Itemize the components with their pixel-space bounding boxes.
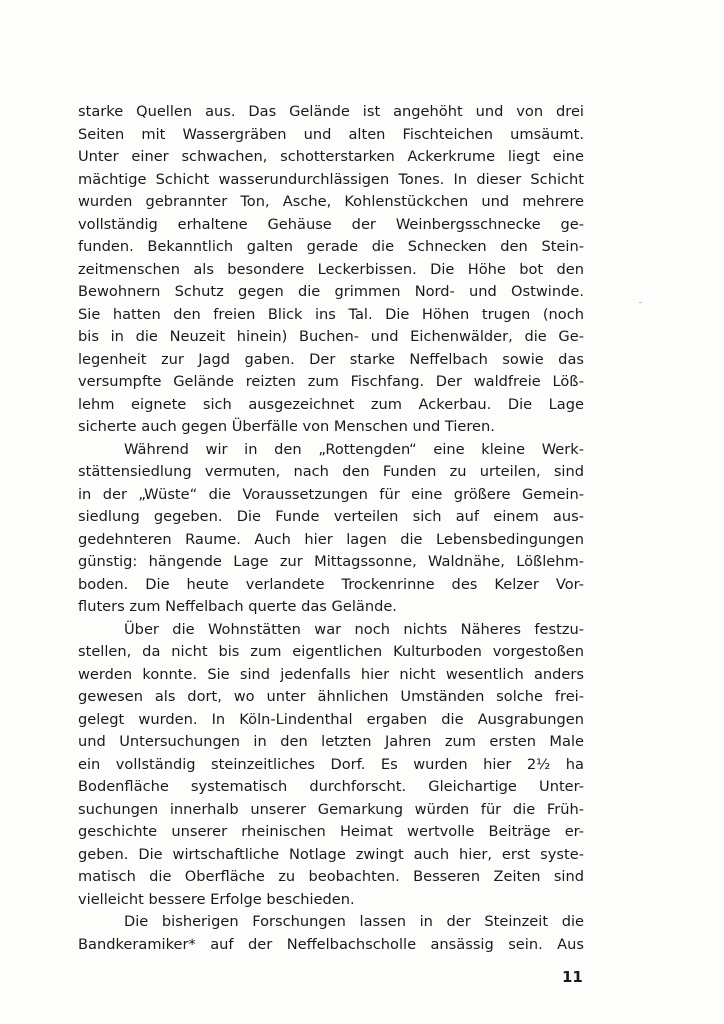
text-line: siedlung gegeben. Die Funde verteilen sich auf einem aus- xyxy=(78,508,584,525)
text-line: werden konnte. Sie sind jedenfalls hier nicht wesentlich anders xyxy=(78,665,584,683)
text-line: Sie hatten den freien Blick ins Tal. Die Höhen trugen (noch xyxy=(78,305,584,323)
text-line: Während wir in den „Rottengden“ eine kleine Werk- xyxy=(124,440,584,458)
text-line: zeitmenschen als besondere Leckerbissen. Die Höhe bot den xyxy=(78,260,584,278)
text-line: versumpfte Gelände reizten zum Fischfang. Der waldfreie Löß- xyxy=(78,373,584,390)
text-line: Bandkeramiker* auf der Neffelbachscholle ansässig sein. Aus xyxy=(78,935,584,953)
text-line: günstig: hängende Lage zur Mittagssonne, Waldnähe, Lößlehm- xyxy=(78,553,584,570)
text-line: funden. Bekanntlich galten gerade die Schnecken den Stein- xyxy=(78,238,584,255)
text-line: Die bisherigen Forschungen lassen in der Steinzeit die xyxy=(124,913,584,930)
paragraph-2 xyxy=(78,439,584,619)
text-line: geschichte unserer rheinischen Heimat wertvolle Beiträge er- xyxy=(78,823,584,840)
text-body xyxy=(78,101,584,956)
text-line: ein vollständig steinzeitliches Dorf. Es wurden hier 2½ ha xyxy=(78,755,584,773)
text-line: fluters zum Neffelbach querte das Gelände. xyxy=(78,598,397,615)
text-line: vollständig erhaltene Gehäuse der Weinbergsschnecke ge- xyxy=(78,215,584,233)
text-line: gedehnteren Raume. Auch hier lagen die Lebensbedingungen xyxy=(78,530,584,548)
text-line: boden. Die heute verlandete Trockenrinne des Kelzer Vor- xyxy=(78,575,584,593)
text-line: geben. Die wirtschaftliche Notlage zwingt auch hier, erst syste- xyxy=(78,845,584,863)
page-number: 11 xyxy=(562,968,583,986)
text-line: vielleicht bessere Erfolge beschieden. xyxy=(78,890,355,908)
text-line: starke Quellen aus. Das Gelände ist angehöht und von drei xyxy=(78,103,584,120)
text-line: gelegt wurden. In Köln-Lindenthal ergaben die Ausgrabungen xyxy=(78,710,584,728)
text-line: in der „Wüste“ die Voraussetzungen für eine größere Gemein- xyxy=(78,485,584,503)
text-line: mächtige Schicht wasserundurchlässigen Tones. In dieser Schicht xyxy=(78,170,584,188)
text-line: suchungen innerhalb unserer Gemarkung würden für die Früh- xyxy=(78,800,584,818)
text-line: Über die Wohnstätten war noch nichts Näheres festzu- xyxy=(124,620,584,638)
paragraph-4 xyxy=(78,911,584,956)
text-line: wurden gebrannter Ton, Asche, Kohlenstückchen und mehrere xyxy=(78,193,584,210)
text-line: Bodenfläche systematisch durchforscht. Gleichartige Unter- xyxy=(78,778,584,795)
text-line: Unter einer schwachen, schotterstarken Ackerkrume liegt eine xyxy=(78,148,584,165)
text-line: Seiten mit Wassergräben und alten Fischteichen umsäumt. xyxy=(78,125,584,143)
text-line: Bewohnern Schutz gegen die grimmen Nord- und Ostwinde. xyxy=(78,283,584,300)
text-line: gewesen als dort, wo unter ähnlichen Umständen solche frei- xyxy=(78,688,584,705)
text-line: matisch die Oberfläche zu beobachten. Besseren Zeiten sind xyxy=(78,868,584,885)
text-line: bis in die Neuzeit hinein) Buchen- und Eichenwälder, die Ge- xyxy=(78,328,584,345)
print-speck xyxy=(639,302,642,303)
text-line: legenheit zur Jagd gaben. Der starke Neffelbach sowie das xyxy=(78,350,584,368)
text-line: stättensiedlung vermuten, nach den Funden zu urteilen, sind xyxy=(78,463,584,480)
text-line: stellen, da nicht bis zum eigentlichen Kulturboden vorgestoßen xyxy=(78,643,584,660)
text-line: sicherte auch gegen Überfälle von Menschen und Tieren. xyxy=(78,418,495,435)
text-line: und Untersuchungen in den letzten Jahren zum ersten Male xyxy=(78,733,584,750)
paragraph-3 xyxy=(78,619,584,912)
paragraph-1 xyxy=(78,101,584,439)
text-line: lehm eignete sich ausgezeichnet zum Ackerbau. Die Lage xyxy=(78,395,584,413)
